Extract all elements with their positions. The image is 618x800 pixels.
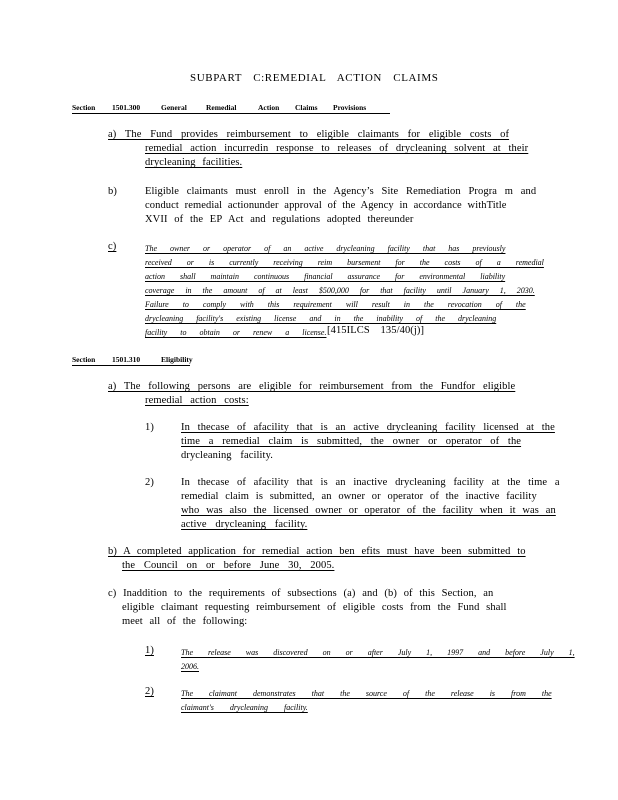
eligibility-a2-label: 2)	[145, 477, 154, 488]
eligibility-c1-line: The release was discovered on or after July 1, 1997 and before July 1,	[181, 648, 575, 657]
eligibility-a-line: remedial action costs:	[145, 395, 249, 406]
eligibility-a1-line: drycleaning facility.	[181, 450, 273, 461]
eligibility-c-line: meet all of the following:	[122, 616, 248, 627]
paragraph-c-line: The owner or operator of an active drycleaning facility that has previously	[145, 244, 506, 253]
eligibility-a1-line: time a remedial claim is submitted, the owner or operator of the	[181, 436, 522, 447]
paragraph-b-line: conduct remedial actionunder approval of the Agency in accordance withTitle	[145, 200, 507, 211]
eligibility-a2-line: remedial claim is submitted, an owner or operator of the inactive facility	[181, 491, 537, 502]
section-heading: Eligibility	[161, 355, 193, 364]
section-heading-word: General	[161, 103, 187, 112]
section-label: Section	[72, 355, 96, 364]
eligibility-a-line: a) The following persons are eligible for reimbursement from the Fundfor eligible	[108, 381, 516, 392]
eligibility-c1-line: 2006.	[181, 662, 199, 671]
section-heading-word: Claims	[295, 103, 318, 112]
paragraph-a-line: remedial action incurredin response to releases of drycleaning solvent at their	[145, 143, 529, 154]
eligibility-b-line: b) A completed application for remedial action ben efits must have been submitted to	[108, 546, 526, 557]
eligibility-c2-label: 2)	[145, 686, 154, 697]
eligibility-c1-label: 1)	[145, 645, 154, 656]
section-heading-underline	[72, 113, 390, 114]
eligibility-a2-line: In thecase of afacility that is an inactive drycleaning facility at the time a	[181, 477, 560, 488]
paragraph-c-line: facility to obtain or renew a license.	[145, 328, 327, 337]
paragraph-b-line: Eligible claimants must enroll in the Agency’s Site Remediation Progra m and	[145, 186, 537, 197]
eligibility-a1-label: 1)	[145, 422, 154, 433]
paragraph-a-line: a) The Fund provides reimbursement to eligible claimants for eligible costs of	[108, 129, 510, 140]
eligibility-a2-line: who was also the licensed owner or operator of the facility when it was an	[181, 505, 556, 516]
paragraph-c-label: c)	[108, 241, 117, 252]
paragraph-a-line: drycleaning facilities.	[145, 157, 243, 168]
paragraph-c-line: coverage in the amount of at least $500,000 for that facility until January 1, 2030.	[145, 286, 535, 295]
paragraph-b-label: b)	[108, 186, 117, 197]
paragraph-b-line: XVII of the EP Act and regulations adopted thereunder	[145, 214, 414, 225]
eligibility-a1-line: In thecase of afacility that is an active drycleaning facility licensed at the	[181, 422, 555, 433]
section-heading-word: Action	[258, 103, 280, 112]
section-heading-word: Remedial	[206, 103, 237, 112]
section-heading-underline	[72, 365, 190, 366]
page-title: SUBPART C:REMEDIAL ACTION CLAIMS	[190, 72, 439, 84]
eligibility-c-line: eligible claimant requesting reimbursement of eligible costs from the Fund shall	[122, 602, 507, 613]
section-number: 1501.310	[112, 355, 141, 364]
paragraph-c-line: drycleaning facility's existing license and in the inability of the drycleaning	[145, 314, 497, 323]
eligibility-a2-line: active drycleaning facility.	[181, 519, 308, 530]
eligibility-c-line: c) Inaddition to the requirements of subsections (a) and (b) of this Section, an	[108, 588, 494, 599]
eligibility-c2-line: claimant's drycleaning facility.	[181, 703, 308, 712]
section-number: 1501.300	[112, 103, 141, 112]
paragraph-c-line: Failure to comply with this requirement will result in the revocation of the	[145, 300, 526, 309]
eligibility-c2-line: The claimant demonstrates that the source of the release is from the	[181, 689, 552, 698]
paragraph-c-line: action shall maintain continuous financial assurance for environmental liability	[145, 272, 506, 281]
citation: [415ILCS 135/40(j)]	[327, 325, 425, 336]
section-heading-word: Provisions	[333, 103, 367, 112]
paragraph-c-line: received or is currently receiving reim bursement for the costs of a remedial	[145, 258, 544, 267]
eligibility-b-line: the Council on or before June 30, 2005.	[122, 560, 335, 571]
section-label: Section	[72, 103, 96, 112]
